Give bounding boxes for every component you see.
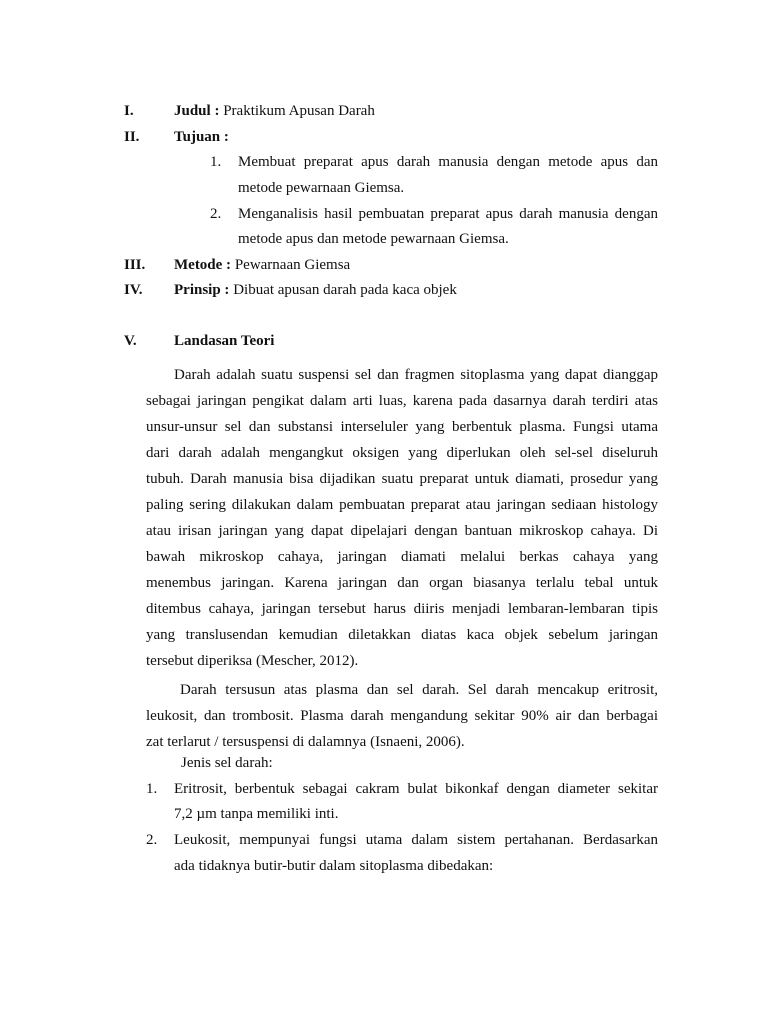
metode-label: Metode : (174, 257, 232, 273)
prinsip-value: Dibuat apusan darah pada kaca objek (233, 282, 457, 298)
section-metode (174, 255, 350, 275)
jenis-sel-darah-heading: Jenis sel darah: (181, 755, 273, 771)
paragraph-1-line: paling sering dilakukan dalam pembuatan preparat atau jaringan sediaan histology (146, 497, 658, 513)
list-item-2-line-1: Leukosit, mempunyai fungsi utama dalam sistem pertahanan. Berdasarkan (174, 832, 658, 848)
tujuan-item-2-line-2: metode apus dan metode pewarnaan Giemsa. (238, 231, 509, 247)
list-item-2-number: 2. (146, 832, 158, 848)
paragraph-1-line: Darah adalah suatu suspensi sel dan fragmen sitoplasma yang dapat dianggap (174, 367, 658, 383)
tujuan-item-2-line-1: Menganalisis hasil pembuatan preparat apus darah manusia dengan (238, 206, 658, 222)
paragraph-2-line: zat terlarut / tersuspensi di dalamnya (Isnaeni, 2006). (146, 734, 465, 750)
paragraph-1-line: menembus jaringan. Karena jaringan dan organ biasanya terlalu tebal untuk (146, 575, 658, 591)
section-prinsip (174, 280, 457, 300)
list-item-1-line-2: 7,2 µm tanpa memiliki inti. (174, 806, 339, 822)
section-number-5: V. (124, 333, 137, 349)
paragraph-1-line: tersebut diperiksa (Mescher, 2012). (146, 653, 359, 669)
paragraph-1-line: ditembus cahaya, jaringan tersebut harus diiris menjadi lembaran-lembaran tipis (146, 601, 658, 617)
landasan-teori-heading: Landasan Teori (174, 333, 275, 349)
paragraph-1-line: tubuh. Darah manusia bisa dijadikan suatu preparat untuk diamati, prosedur yang (146, 471, 658, 487)
paragraph-2-line: leukosit, dan trombosit. Plasma darah mengandung sekitar 90% air dan berbagai (146, 708, 658, 724)
tujuan-item-1-line-2: metode pewarnaan Giemsa. (238, 180, 405, 196)
section-number-4: IV. (124, 282, 143, 298)
paragraph-1-line: yang translusendan kemudian diletakkan diatas kaca objek sebelum jaringan (146, 627, 658, 643)
judul-value: Praktikum Apusan Darah (223, 103, 375, 119)
tujuan-item-2-number: 2. (210, 206, 222, 222)
paragraph-1-line: bawah mikroskop cahaya, jaringan diamati melalui berkas cahaya yang (146, 549, 658, 565)
tujuan-item-1-line-1: Membuat preparat apus darah manusia dengan metode apus dan (238, 154, 658, 170)
metode-value: Pewarnaan Giemsa (234, 257, 351, 273)
paragraph-1-line: dari darah adalah mengangkut oksigen yang diperlukan oleh sel-sel diseluruh (146, 445, 658, 461)
paragraph-2 (146, 677, 658, 755)
section-judul (174, 101, 375, 121)
judul-label: Judul : (174, 103, 220, 119)
tujuan-label: Tujuan : (174, 129, 229, 145)
paragraph-2-line: Darah tersusun atas plasma dan sel darah. Sel darah mencakup eritrosit, (180, 682, 658, 698)
paragraph-1 (146, 362, 658, 674)
paragraph-1-line: atau irisan jaringan yang dapat dipelajari dengan bantuan mikroskop cahaya. Di (146, 523, 658, 539)
section-number-1: I. (124, 103, 134, 119)
section-number-3: III. (124, 257, 146, 273)
paragraph-1-line: unsur-unsur sel dan substansi interseluler yang berbentuk plasma. Fungsi utama (146, 419, 658, 435)
section-number-2: II. (124, 129, 140, 145)
paragraph-1-line: sebagai jaringan pengikat dalam arti luas, karena pada dasarnya darah terdiri atas (146, 393, 658, 409)
list-item-2-line-2: ada tidaknya butir-butir dalam sitoplasma dibedakan: (174, 858, 494, 874)
tujuan-item-1-number: 1. (210, 154, 222, 170)
list-item-1-number: 1. (146, 781, 158, 797)
list-item-1-line-1: Eritrosit, berbentuk sebagai cakram bulat bikonkaf dengan diameter sekitar (174, 781, 658, 797)
prinsip-label: Prinsip : (174, 282, 230, 298)
